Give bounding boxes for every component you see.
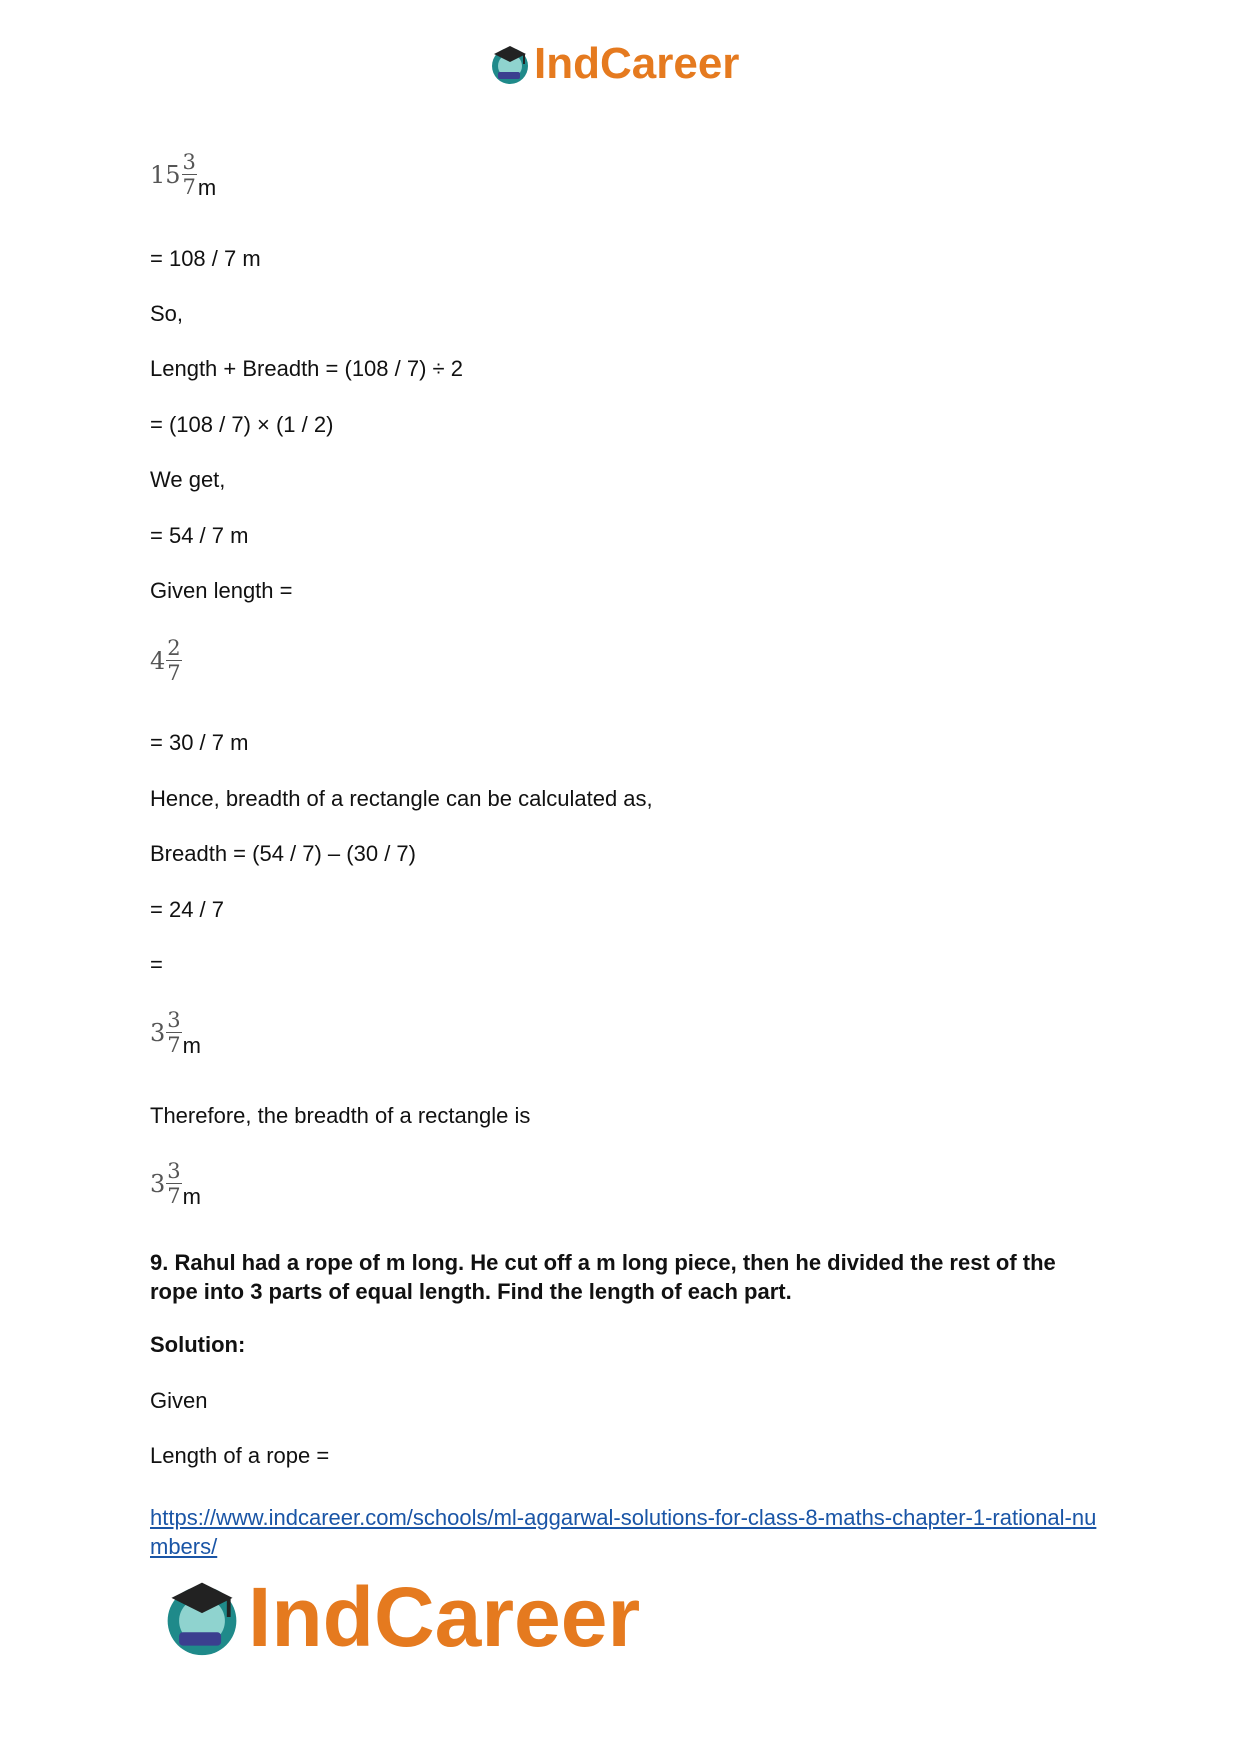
mixed-fraction bbox=[150, 150, 216, 199]
text-line: Therefore, the breadth of a rectangle is bbox=[150, 1103, 531, 1128]
solution-label: Solution: bbox=[150, 1332, 246, 1357]
text-line: = 24 / 7 bbox=[150, 897, 225, 922]
header-logo bbox=[488, 39, 740, 88]
unit: m bbox=[182, 1184, 201, 1209]
unit: m bbox=[197, 175, 217, 200]
mixed-fraction bbox=[150, 636, 182, 685]
text-line: = 30 / 7 m bbox=[150, 730, 249, 755]
fraction bbox=[166, 1008, 181, 1057]
fraction bbox=[182, 150, 197, 199]
fraction-whole: 3 bbox=[150, 1018, 166, 1047]
fraction-numerator: 3 bbox=[182, 150, 196, 174]
fraction-whole: 4 bbox=[150, 646, 166, 675]
question-heading: 9. Rahul had a rope of m long. He cut off a m long piece, then he divided the rest of the rope into 3 parts of equal length. Find the length of each part. bbox=[150, 1250, 1056, 1304]
text-line: = (108 / 7) × (1 / 2) bbox=[150, 412, 334, 437]
text-line: = 54 / 7 m bbox=[150, 523, 249, 548]
fraction-denominator: 7 bbox=[167, 661, 181, 685]
text-line: Given bbox=[150, 1388, 208, 1413]
text-line: Breadth = (54 / 7) – (30 / 7) bbox=[150, 841, 416, 866]
unit: m bbox=[182, 1033, 201, 1058]
logo-text: IndCareer bbox=[248, 1570, 641, 1664]
footer-logo bbox=[160, 1570, 641, 1664]
mixed-fraction bbox=[150, 1159, 201, 1208]
fraction-denominator: 7 bbox=[167, 1033, 181, 1057]
text-line: = 108 / 7 m bbox=[150, 246, 261, 271]
text-line: Length + Breadth = (108 / 7) ÷ 2 bbox=[150, 356, 463, 381]
fraction-numerator: 3 bbox=[167, 1159, 181, 1183]
fraction bbox=[166, 636, 181, 685]
text-line: Given length = bbox=[150, 578, 293, 603]
graduation-globe-icon bbox=[488, 42, 532, 86]
text-line: = bbox=[150, 952, 163, 977]
text-line: Hence, breadth of a rectangle can be calculated as, bbox=[150, 786, 653, 811]
fraction bbox=[166, 1159, 181, 1208]
mixed-fraction bbox=[150, 1008, 201, 1057]
fraction-whole: 3 bbox=[150, 1169, 166, 1198]
fraction-whole: 15 bbox=[150, 160, 181, 189]
graduation-globe-icon bbox=[160, 1575, 244, 1659]
fraction-denominator: 7 bbox=[167, 1184, 181, 1208]
fraction-numerator: 3 bbox=[167, 1008, 181, 1032]
fraction-numerator: 2 bbox=[167, 636, 181, 660]
text-line: Length of a rope = bbox=[150, 1443, 330, 1468]
fraction-denominator: 7 bbox=[182, 175, 196, 199]
source-link[interactable]: https://www.indcareer.com/schools/ml-aggarwal-solutions-for-class-8-maths-chapter-1-rational-numbers/ bbox=[150, 1505, 1097, 1559]
text-line: We get, bbox=[150, 467, 226, 492]
logo-text: IndCareer bbox=[534, 39, 740, 88]
text-line: So, bbox=[150, 301, 184, 326]
